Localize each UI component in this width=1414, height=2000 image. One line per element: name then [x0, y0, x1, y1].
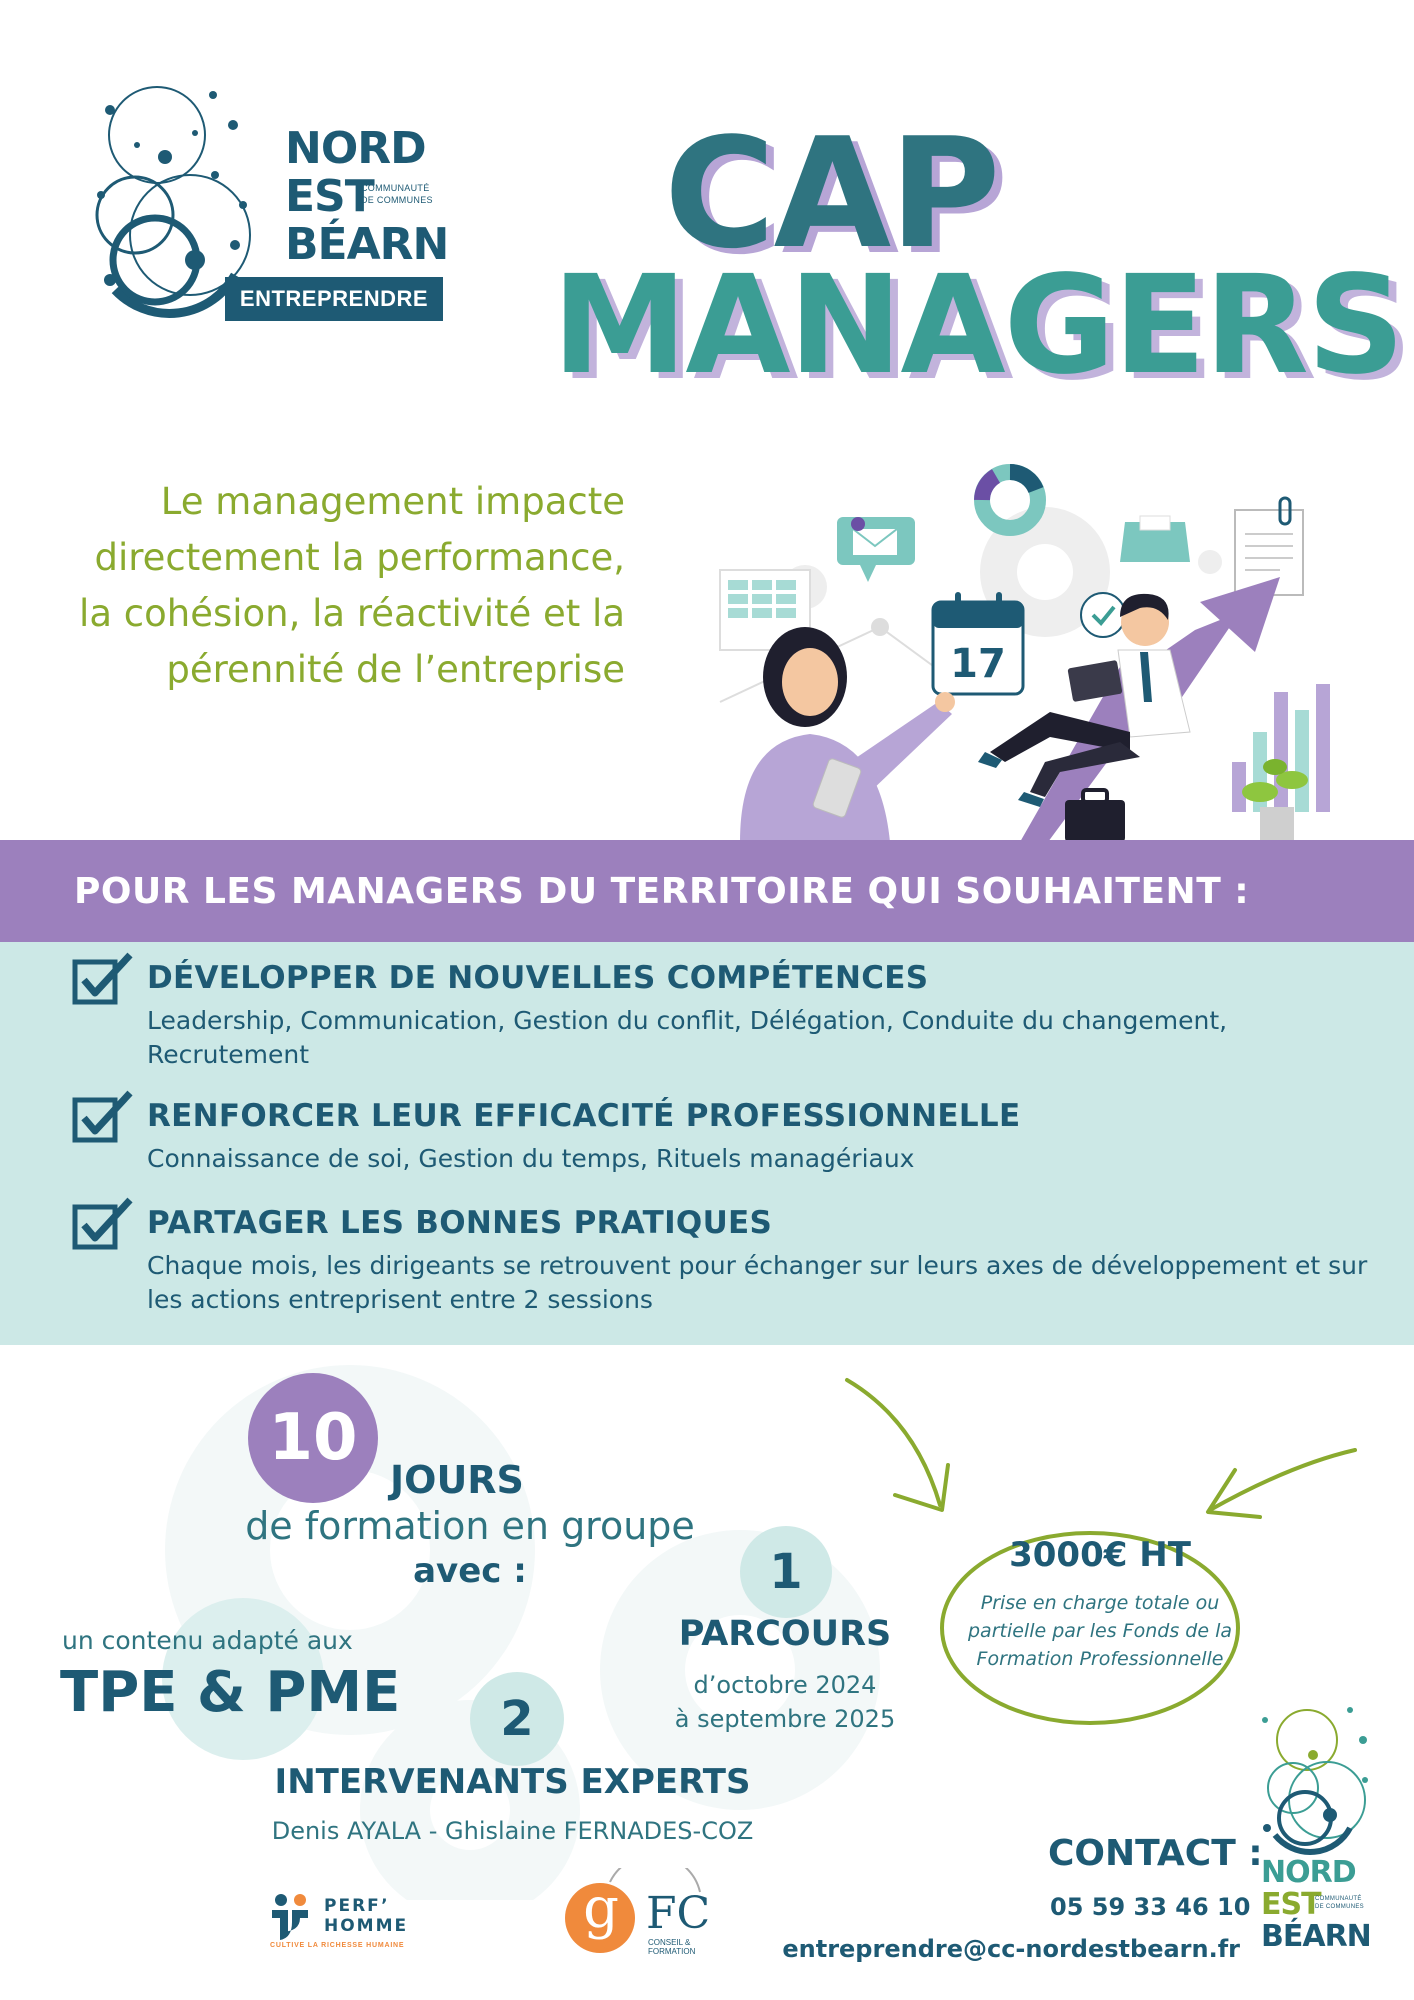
title-cap: CAP: [664, 105, 999, 282]
logo-circles-icon: [1255, 1700, 1385, 1860]
benefit-description: Leadership, Communication, Gestion du conflit, Délégation, Conduite du changement, Recrutement: [147, 1006, 1228, 1069]
nord-est-bearn-logo: [95, 85, 449, 325]
logo-word-bearn: BÉARN: [1261, 1919, 1371, 1954]
days-count-badge: 10: [248, 1373, 378, 1503]
price-value: 3000€ HT: [1009, 1535, 1191, 1575]
audience-value: TPE & PME: [60, 1660, 401, 1725]
check-badge-icon: [1081, 593, 1125, 637]
target-audience-band: [0, 840, 1414, 942]
perf-homme-line1: PERF’: [324, 1896, 390, 1916]
contact-email[interactable]: entreprendre@cc-nordestbearn.fr: [782, 1935, 1240, 1963]
calendar-day: 17: [950, 641, 1006, 687]
logo-sub-communes: DE COMMUNES: [361, 195, 433, 205]
perf-homme-mark-icon: [268, 1892, 312, 1942]
parcours-count-badge: 1: [740, 1526, 832, 1618]
title-managers: MANAGERS: [552, 247, 1403, 405]
experts-names: Denis AYALA - Ghislaine FERNADES-COZ: [271, 1817, 754, 1845]
logo-band-entreprendre: ENTREPRENDRE: [225, 277, 443, 321]
gfc-letter: g: [583, 1876, 619, 1941]
experts-label: INTERVENANTS EXPERTS: [274, 1762, 751, 1802]
gfc-letters: FC: [646, 1888, 711, 1939]
calendar-icon: [933, 592, 1023, 694]
benefit-description: Connaissance de soi, Gestion du temps, Rituels managériaux: [147, 1144, 915, 1173]
gfc-logo: [562, 1868, 722, 1958]
perf-homme-line2: HOMME: [324, 1916, 409, 1936]
price-note: Prise en charge totale ou partielle par les Fonds de la Formation Professionnelle: [968, 1592, 1232, 1670]
days-unit: JOURS: [390, 1458, 524, 1502]
benefit-title: DÉVELOPPER DE NOUVELLES COMPÉTENCES: [147, 960, 929, 996]
contact-phone[interactable]: 05 59 33 46 10: [1050, 1893, 1251, 1921]
logo-sub-communes: DE COMMUNES: [1315, 1904, 1364, 1910]
contact-label: CONTACT :: [1048, 1833, 1263, 1874]
logo-word-bearn: BÉARN: [285, 219, 449, 270]
nord-est-bearn-logo-small: [1255, 1700, 1385, 1960]
logo-sub-communaute: COMMUNAUTÉ: [1315, 1896, 1362, 1902]
checkbox-checked-icon: [72, 1197, 134, 1251]
price-block: [945, 1535, 1255, 1673]
benefit-description: Chaque mois, les dirigeants se retrouvent pour échanger sur leurs axes de développement et sur les actions entreprisent entre 2 sessions: [147, 1251, 1368, 1314]
folder-icon: [1120, 516, 1190, 562]
logo-word-nord: NORD: [1261, 1855, 1356, 1890]
checkbox-checked-icon: [72, 1090, 134, 1144]
logo-word-est: EST: [1261, 1887, 1321, 1922]
parcours-end: à septembre 2025: [674, 1705, 896, 1733]
perf-homme-logo: [268, 1892, 438, 1952]
audience-intro: un contenu adapté aux: [62, 1626, 353, 1655]
arrow-right-icon: [1210, 1450, 1355, 1510]
experts-count-badge: 2: [470, 1672, 564, 1766]
intro-statement: Le management impacte directement la performance, la cohésion, la réactivité et la pérennité de l’entreprise: [79, 480, 625, 691]
arrow-left-icon: [847, 1380, 940, 1505]
business-illustration: [700, 462, 1340, 842]
checkbox-checked-icon: [72, 952, 134, 1006]
gfc-sub1: CONSEIL &: [648, 1938, 691, 1947]
email-icon: [837, 517, 915, 582]
target-audience-heading: POUR LES MANAGERS DU TERRITOIRE QUI SOUHAITENT :: [74, 870, 1250, 912]
perf-homme-tagline: CULTIVE LA RICHESSE HUMAINE: [270, 1942, 405, 1949]
days-description: de formation en groupe: [245, 1504, 695, 1548]
logo-word-est: EST: [285, 171, 374, 222]
logo-sub-communaute: COMMUNAUTÉ: [361, 183, 430, 193]
benefit-title: RENFORCER LEUR EFFICACITÉ PROFESSIONNELLE: [147, 1098, 1021, 1134]
days-avec: avec :: [413, 1551, 527, 1591]
logo-word-nord: NORD: [285, 123, 426, 174]
parcours-start: d’octobre 2024: [693, 1671, 877, 1699]
parcours-label: PARCOURS: [678, 1614, 892, 1654]
benefit-title: PARTAGER LES BONNES PRATIQUES: [147, 1205, 773, 1241]
gfc-sub2: FORMATION: [648, 1947, 696, 1956]
benefits-section: [0, 942, 1414, 1345]
